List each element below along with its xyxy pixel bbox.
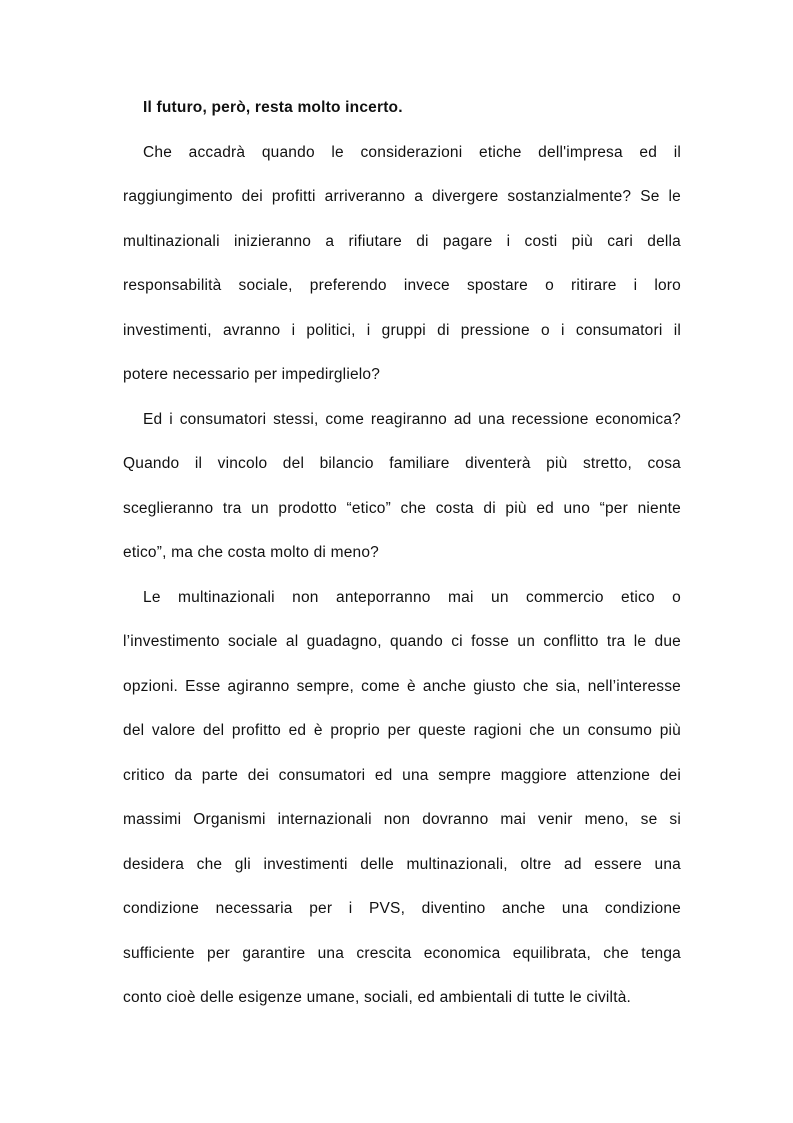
- body-line: sceglieranno tra un prodotto “etico” che costa di più ed uno “per niente: [123, 499, 681, 517]
- body-line: massimi Organismi internazionali non dovranno mai venir meno, se si: [123, 811, 681, 828]
- body-line: del valore del profitto ed è proprio per queste ragioni che un consumo più: [123, 722, 681, 739]
- body-line: investimenti, avranno i politici, i gruppi di pressione o i consumatori il: [123, 321, 681, 339]
- body-line: Le multinazionali non anteporranno mai un commercio etico o: [143, 588, 681, 606]
- body-line: desidera che gli investimenti delle multinazionali, oltre ad essere una: [123, 855, 681, 873]
- document-body: [123, 131, 681, 1021]
- body-line: potere necessario per impedirglielo?: [123, 366, 381, 383]
- body-line: sufficiente per garantire una crescita economica equilibrata, che tenga: [123, 944, 681, 962]
- body-line: opzioni. Esse agiranno sempre, come è anche giusto che sia, nell’interesse: [123, 677, 681, 695]
- body-line: critico da parte dei consumatori ed una sempre maggiore attenzione dei: [123, 766, 681, 784]
- body-line: l’investimento sociale al guadagno, quando ci fosse un conflitto tra le due: [123, 633, 681, 650]
- body-line: multinazionali inizieranno a rifiutare di pagare i costi più cari della: [123, 232, 681, 250]
- body-line: raggiungimento dei profitti arriveranno a divergere sostanzialmente? Se le: [123, 188, 681, 205]
- body-line: etico”, ma che costa molto di meno?: [123, 544, 379, 561]
- body-line: Che accadrà quando le considerazioni etiche dell'impresa ed il: [143, 143, 681, 161]
- document-heading: Il futuro, però, resta molto incerto.: [143, 99, 403, 116]
- body-line: Ed i consumatori stessi, come reagiranno ad una recessione economica?: [143, 410, 681, 428]
- body-line: Quando il vincolo del bilancio familiare diventerà più stretto, cosa: [123, 455, 681, 472]
- body-line: conto cioè delle esigenze umane, sociali, ed ambientali di tutte le civiltà.: [123, 989, 632, 1006]
- body-line: condizione necessaria per i PVS, diventino anche una condizione: [123, 900, 681, 917]
- body-line: responsabilità sociale, preferendo invece spostare o ritirare i loro: [123, 277, 681, 294]
- document-page: [123, 86, 681, 1021]
